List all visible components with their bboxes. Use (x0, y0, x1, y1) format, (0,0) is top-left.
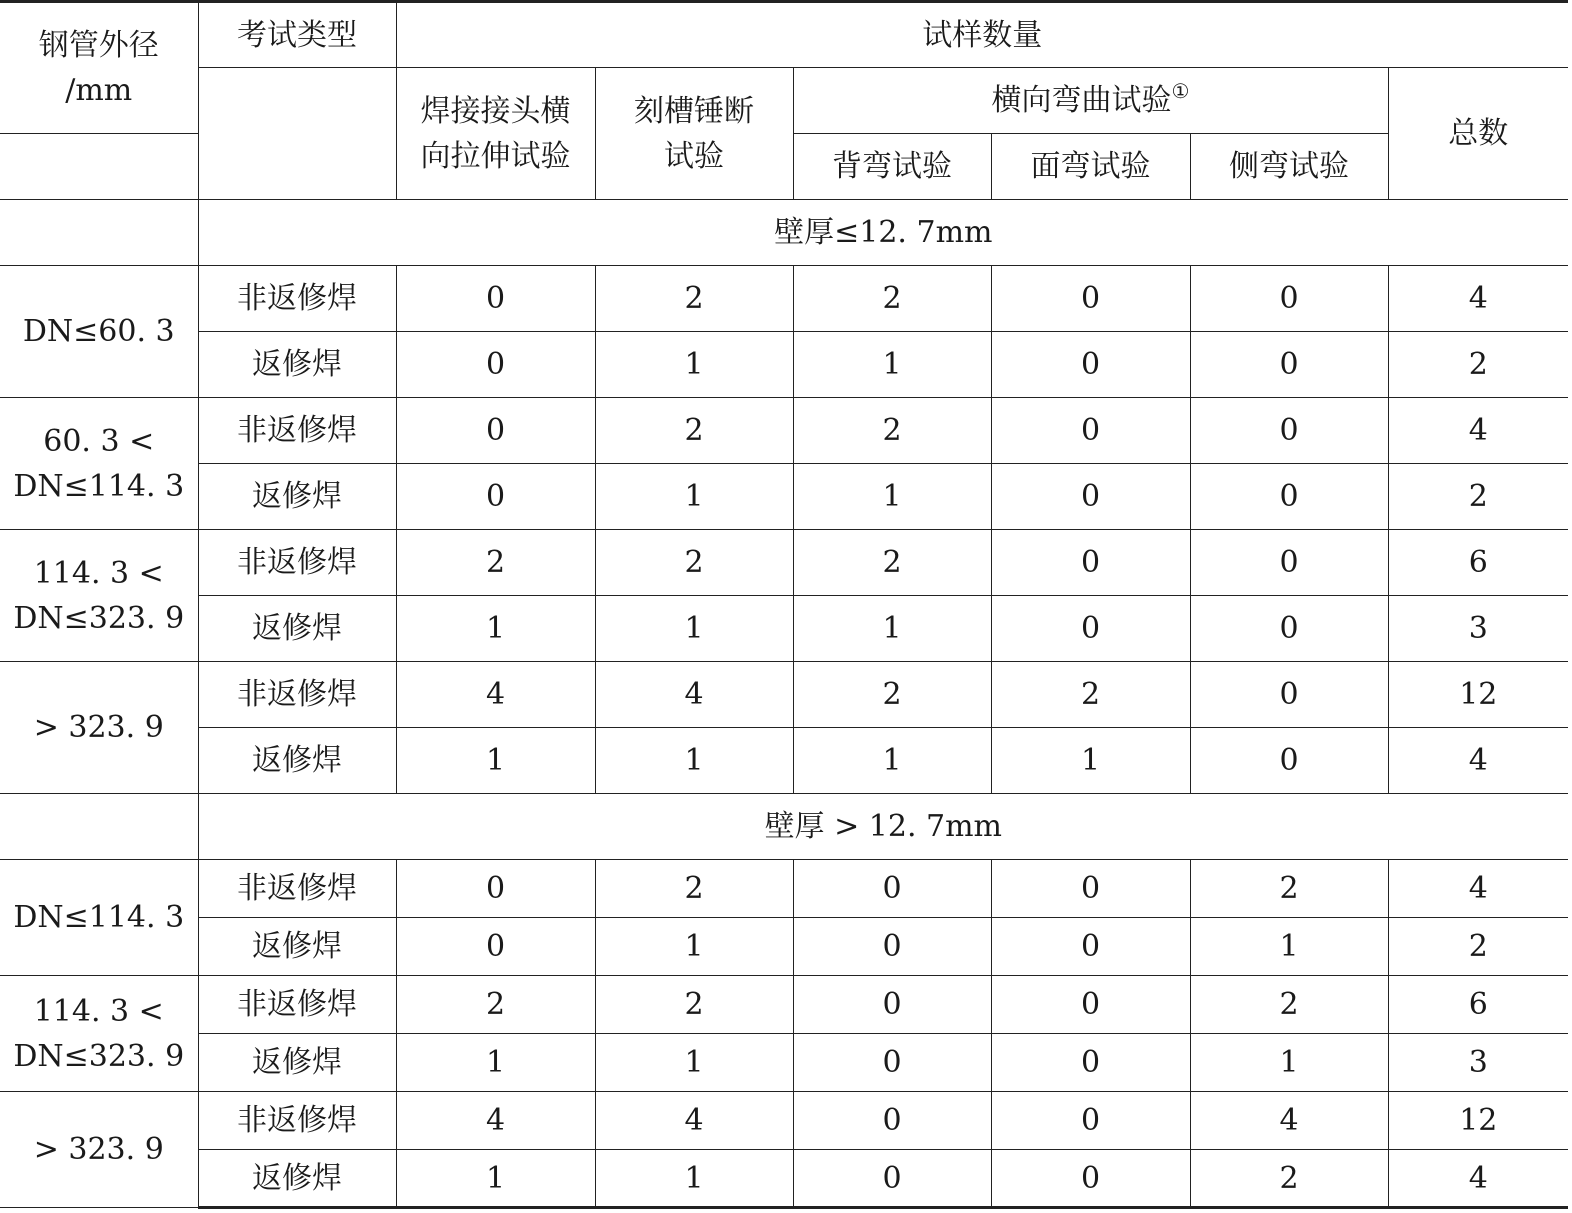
diameter-line: DN≤114. 3 (13, 468, 185, 504)
diameter-line: > 323. 9 (33, 710, 164, 745)
value-cell: 0 (1190, 662, 1388, 728)
value-cell: 0 (396, 860, 595, 918)
diameter-cell (0, 398, 198, 530)
table-row (0, 976, 1568, 1034)
value-cell: 0 (1190, 332, 1388, 398)
test-type-cell: 非返修焊 (198, 1092, 396, 1150)
value-cell: 0 (991, 398, 1190, 464)
table-row (0, 596, 1568, 662)
header-test-type: 考试类型 (198, 2, 396, 68)
test-type-cell: 非返修焊 (198, 398, 396, 464)
header-back-bend: 背弯试验 (793, 134, 991, 200)
value-cell: 0 (793, 860, 991, 918)
test-type-cell: 返修焊 (198, 1150, 396, 1208)
value-cell: 2 (793, 266, 991, 332)
section-title: 壁厚≤12. 7mm (198, 200, 1568, 266)
value-cell: 0 (396, 464, 595, 530)
header-diameter-label: 钢管外径 (38, 28, 159, 63)
test-type-cell: 非返修焊 (198, 860, 396, 918)
value-cell: 2 (595, 398, 793, 464)
diameter-line: 114. 3 < (33, 993, 164, 1029)
value-cell: 0 (793, 976, 991, 1034)
header-tensile (396, 68, 595, 200)
value-cell: 0 (793, 918, 991, 976)
value-cell: 2 (595, 530, 793, 596)
value-cell: 0 (396, 332, 595, 398)
value-cell: 1 (793, 728, 991, 794)
header-diameter-unit: /mm (65, 73, 133, 108)
diameter-cell (0, 266, 198, 398)
header-tensile-line2: 向拉伸试验 (420, 138, 571, 174)
value-cell: 1 (991, 728, 1190, 794)
value-cell: 0 (991, 530, 1190, 596)
diameter-line: DN≤60. 3 (22, 314, 175, 349)
value-cell: 2 (1190, 1150, 1388, 1208)
table-row (0, 860, 1568, 918)
value-cell: 4 (396, 1092, 595, 1150)
test-type-cell: 返修焊 (198, 728, 396, 794)
header-nick-break (595, 68, 793, 200)
value-cell: 4 (1388, 728, 1568, 794)
value-cell: 0 (793, 1092, 991, 1150)
header-face-bend: 面弯试验 (991, 134, 1190, 200)
test-type-cell: 非返修焊 (198, 976, 396, 1034)
value-cell: 1 (793, 596, 991, 662)
table-row (0, 728, 1568, 794)
test-type-cell: 返修焊 (198, 1034, 396, 1092)
value-cell: 2 (595, 860, 793, 918)
value-cell: 1 (396, 1150, 595, 1208)
section-title-blank (0, 200, 198, 266)
table-row (0, 1034, 1568, 1092)
value-cell: 6 (1388, 976, 1568, 1034)
header-row-1 (0, 2, 1568, 68)
header-diameter-blank (0, 134, 198, 200)
value-cell: 2 (793, 398, 991, 464)
value-cell: 4 (1388, 266, 1568, 332)
value-cell: 3 (1388, 596, 1568, 662)
value-cell: 2 (793, 530, 991, 596)
header-side-bend: 侧弯试验 (1190, 134, 1388, 200)
value-cell: 0 (991, 1034, 1190, 1092)
value-cell: 1 (396, 1034, 595, 1092)
value-cell: 4 (595, 662, 793, 728)
section-title-blank (0, 794, 198, 860)
value-cell: 12 (1388, 1092, 1568, 1150)
value-cell: 0 (991, 266, 1190, 332)
value-cell: 0 (1190, 266, 1388, 332)
value-cell: 0 (991, 1092, 1190, 1150)
diameter-cell (0, 860, 198, 976)
value-cell: 1 (396, 596, 595, 662)
value-cell: 2 (396, 976, 595, 1034)
test-type-cell: 返修焊 (198, 596, 396, 662)
table-row (0, 266, 1568, 332)
value-cell: 3 (1388, 1034, 1568, 1092)
value-cell: 1 (793, 464, 991, 530)
value-cell: 1 (595, 332, 793, 398)
test-type-cell: 非返修焊 (198, 266, 396, 332)
value-cell: 2 (595, 266, 793, 332)
value-cell: 0 (991, 596, 1190, 662)
value-cell: 1 (1190, 1034, 1388, 1092)
value-cell: 0 (991, 464, 1190, 530)
value-cell: 4 (595, 1092, 793, 1150)
value-cell: 2 (396, 530, 595, 596)
value-cell: 2 (1388, 918, 1568, 976)
table-row (0, 530, 1568, 596)
value-cell: 0 (1190, 728, 1388, 794)
value-cell: 1 (1190, 918, 1388, 976)
value-cell: 4 (1388, 398, 1568, 464)
value-cell: 0 (793, 1150, 991, 1208)
value-cell: 0 (793, 1034, 991, 1092)
diameter-line: DN≤323. 9 (13, 1038, 185, 1074)
value-cell: 4 (1388, 860, 1568, 918)
value-cell: 1 (595, 596, 793, 662)
section-title-row (0, 200, 1568, 266)
value-cell: 1 (595, 464, 793, 530)
value-cell: 2 (793, 662, 991, 728)
value-cell: 2 (1190, 860, 1388, 918)
value-cell: 1 (595, 1150, 793, 1208)
value-cell: 2 (1388, 332, 1568, 398)
value-cell: 12 (1388, 662, 1568, 728)
value-cell: 0 (1190, 596, 1388, 662)
table-row (0, 1150, 1568, 1208)
table-row (0, 464, 1568, 530)
value-cell: 4 (1388, 1150, 1568, 1208)
value-cell: 0 (396, 918, 595, 976)
test-type-cell: 返修焊 (198, 918, 396, 976)
value-cell: 1 (595, 1034, 793, 1092)
value-cell: 2 (1388, 464, 1568, 530)
value-cell: 0 (1190, 530, 1388, 596)
header-row-2 (0, 68, 1568, 134)
test-type-cell: 非返修焊 (198, 530, 396, 596)
header-nick-break-line2: 试验 (664, 138, 724, 174)
diameter-cell (0, 976, 198, 1092)
value-cell: 2 (991, 662, 1190, 728)
value-cell: 1 (595, 918, 793, 976)
diameter-line: > 323. 9 (33, 1132, 164, 1167)
value-cell: 0 (396, 266, 595, 332)
diameter-line: 114. 3 < (33, 555, 164, 591)
value-cell: 2 (595, 976, 793, 1034)
table-row (0, 1092, 1568, 1150)
test-type-cell: 非返修焊 (198, 662, 396, 728)
value-cell: 0 (991, 918, 1190, 976)
diameter-cell (0, 1092, 198, 1208)
value-cell: 1 (595, 728, 793, 794)
header-diameter (0, 2, 198, 134)
value-cell: 0 (991, 976, 1190, 1034)
header-sample-count: 试样数量 (396, 2, 1568, 68)
diameter-cell (0, 530, 198, 662)
header-bend (793, 68, 1388, 134)
header-tensile-line1: 焊接接头横 (420, 93, 571, 129)
table-row (0, 332, 1568, 398)
header-bend-label: 横向弯曲试验 (991, 83, 1172, 118)
header-test-type-blank (198, 68, 396, 200)
value-cell: 0 (1190, 398, 1388, 464)
value-cell: 0 (1190, 464, 1388, 530)
value-cell: 4 (1190, 1092, 1388, 1150)
value-cell: 4 (396, 662, 595, 728)
diameter-line: DN≤114. 3 (13, 900, 185, 935)
section-title-row (0, 794, 1568, 860)
value-cell: 0 (991, 332, 1190, 398)
table-row (0, 398, 1568, 464)
value-cell: 0 (991, 860, 1190, 918)
header-total: 总数 (1388, 68, 1568, 200)
diameter-line: DN≤323. 9 (13, 600, 185, 636)
table-row (0, 918, 1568, 976)
value-cell: 2 (1190, 976, 1388, 1034)
value-cell: 1 (396, 728, 595, 794)
table-row (0, 662, 1568, 728)
value-cell: 0 (991, 1150, 1190, 1208)
value-cell: 0 (396, 398, 595, 464)
section-title: 壁厚 > 12. 7mm (198, 794, 1568, 860)
header-bend-note: ① (1171, 79, 1190, 103)
header-nick-break-line1: 刻槽锤断 (634, 93, 754, 129)
diameter-line: 60. 3 < (43, 423, 155, 459)
test-type-cell: 返修焊 (198, 464, 396, 530)
value-cell: 6 (1388, 530, 1568, 596)
diameter-cell (0, 662, 198, 794)
value-cell: 1 (793, 332, 991, 398)
test-type-cell: 返修焊 (198, 332, 396, 398)
